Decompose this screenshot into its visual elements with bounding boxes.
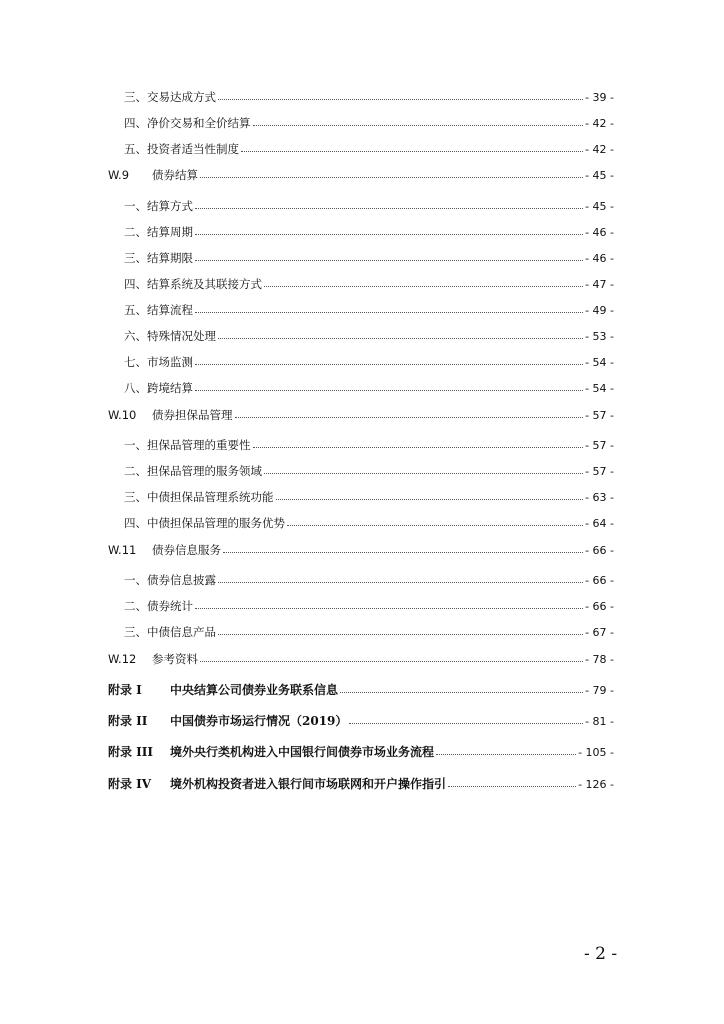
entry-number: 四、 <box>124 516 147 530</box>
entry-number: 四、 <box>124 116 147 130</box>
toc-entry[interactable] <box>124 598 614 615</box>
toc-entry[interactable] <box>124 354 614 371</box>
toc-entry[interactable] <box>124 89 614 106</box>
entry-page: - 47 - <box>585 278 614 291</box>
dot-leader <box>253 115 584 126</box>
entry-number: W.12 <box>108 652 137 666</box>
toc-entry[interactable] <box>124 198 614 215</box>
entry-page: - 81 - <box>585 715 614 728</box>
toc-entry[interactable] <box>124 572 614 589</box>
entry-page: - 46 - <box>585 252 614 265</box>
entry-number: 三、 <box>124 251 147 265</box>
entry-page: - 66 - <box>585 574 614 587</box>
entry-page: - 79 - <box>585 684 614 697</box>
entry-title: 债券信息服务 <box>152 543 221 557</box>
entry-page: - 78 - <box>585 653 614 666</box>
toc-entry[interactable] <box>124 515 614 532</box>
entry-page: - 42 - <box>585 117 614 130</box>
entry-title: 担保品管理的服务领域 <box>147 464 262 478</box>
dot-leader <box>235 407 584 418</box>
entry-number: W.11 <box>108 543 137 557</box>
entry-number: 六、 <box>124 329 147 343</box>
dot-leader <box>195 380 583 391</box>
entry-title: 结算方式 <box>147 199 193 213</box>
entry-page: - 126 - <box>578 778 614 791</box>
toc-entry[interactable] <box>124 328 614 345</box>
entry-number: 二、 <box>124 464 147 478</box>
entry-page: - 66 - <box>585 544 614 557</box>
toc-appendix-entry[interactable] <box>108 713 614 730</box>
dot-leader <box>253 437 584 448</box>
dot-leader <box>287 515 583 526</box>
toc-entry[interactable] <box>124 224 614 241</box>
dot-leader <box>436 744 576 755</box>
entry-number: 五、 <box>124 303 147 317</box>
entry-number: 三、 <box>124 490 147 504</box>
entry-title: 市场监测 <box>147 355 193 369</box>
entry-page: - 53 - <box>585 330 614 343</box>
entry-title: 跨境结算 <box>147 381 193 395</box>
entry-number: 三、 <box>124 90 147 104</box>
dot-leader <box>448 776 576 787</box>
entry-number: 一、 <box>124 573 147 587</box>
toc-entry[interactable] <box>124 302 614 319</box>
dot-leader <box>200 167 583 178</box>
entry-title: 投资者适当性制度 <box>147 142 239 156</box>
entry-number: 三、 <box>124 625 147 639</box>
entry-page: - 64 - <box>585 517 614 530</box>
entry-number: 七、 <box>124 355 147 369</box>
entry-page: - 49 - <box>585 304 614 317</box>
dot-leader <box>195 224 583 235</box>
dot-leader <box>340 682 583 693</box>
entry-number: 一、 <box>124 438 147 452</box>
dot-leader <box>264 463 583 474</box>
entry-title: 中央结算公司债券业务联系信息 <box>170 683 339 697</box>
dot-leader <box>195 250 583 261</box>
page-number: - 2 - <box>584 944 618 964</box>
toc-appendix-entry[interactable] <box>108 744 614 761</box>
toc-section-entry[interactable] <box>108 167 614 184</box>
toc-entry[interactable] <box>124 115 614 132</box>
entry-number: 五、 <box>124 142 147 156</box>
toc-appendix-entry[interactable] <box>108 682 614 699</box>
entry-page: - 45 - <box>585 200 614 213</box>
toc-section-entry[interactable] <box>108 651 614 668</box>
dot-leader <box>264 276 583 287</box>
entry-page: - 57 - <box>585 409 614 422</box>
entry-number: W.9 <box>108 168 130 182</box>
entry-number: 四、 <box>124 277 147 291</box>
dot-leader <box>218 89 583 100</box>
entry-page: - 63 - <box>585 491 614 504</box>
entry-number: 八、 <box>124 381 147 395</box>
entry-title: 中债担保品管理的服务优势 <box>147 516 285 530</box>
entry-page: - 42 - <box>585 143 614 156</box>
entry-title: 参考资料 <box>152 652 198 666</box>
entry-title: 结算周期 <box>147 225 193 239</box>
toc-entry[interactable] <box>124 437 614 454</box>
entry-page: - 105 - <box>578 746 614 759</box>
entry-page: - 45 - <box>585 169 614 182</box>
dot-leader <box>223 542 583 553</box>
entry-number: 附录 II <box>108 714 148 728</box>
entry-title: 境外机构投资者进入银行间市场联网和开户操作指引 <box>170 777 447 791</box>
entry-number: 一、 <box>124 199 147 213</box>
entry-title: 境外央行类机构进入中国银行间债券市场业务流程 <box>170 745 435 759</box>
dot-leader <box>195 302 583 313</box>
entry-title: 结算流程 <box>147 303 193 317</box>
dot-leader <box>195 354 583 365</box>
entry-title: 债券担保品管理 <box>152 408 233 422</box>
dot-leader <box>241 141 583 152</box>
entry-number: 二、 <box>124 599 147 613</box>
toc-entry[interactable] <box>124 141 614 158</box>
entry-title: 特殊情况处理 <box>147 329 216 343</box>
entry-title: 债券信息披露 <box>147 573 216 587</box>
toc-entry[interactable] <box>124 463 614 480</box>
entry-page: - 54 - <box>585 382 614 395</box>
entry-title: 净价交易和全价结算 <box>147 116 251 130</box>
toc-entry[interactable] <box>124 276 614 293</box>
entry-title: 债券结算 <box>152 168 198 182</box>
entry-page: - 39 - <box>585 91 614 104</box>
entry-page: - 66 - <box>585 600 614 613</box>
entry-title: 债券统计 <box>147 599 193 613</box>
entry-number: W.10 <box>108 408 137 422</box>
entry-number: 附录 I <box>108 683 142 697</box>
entry-title: 中国债券市场运行情况（2019） <box>170 714 348 728</box>
toc-appendix-entry[interactable] <box>108 776 614 793</box>
entry-title: 结算期限 <box>147 251 193 265</box>
entry-title: 中债担保品管理系统功能 <box>147 490 274 504</box>
dot-leader <box>195 598 583 609</box>
entry-title: 担保品管理的重要性 <box>147 438 251 452</box>
entry-number: 附录 III <box>108 745 154 759</box>
entry-page: - 67 - <box>585 626 614 639</box>
dot-leader <box>200 651 583 662</box>
dot-leader <box>218 572 583 583</box>
entry-title: 交易达成方式 <box>147 90 216 104</box>
toc-entry[interactable] <box>124 380 614 397</box>
toc-section-entry[interactable] <box>108 407 614 424</box>
dot-leader <box>349 713 583 724</box>
dot-leader <box>195 198 583 209</box>
entry-page: - 57 - <box>585 465 614 478</box>
toc-entry[interactable] <box>124 250 614 267</box>
entry-page: - 46 - <box>585 226 614 239</box>
entry-page: - 54 - <box>585 356 614 369</box>
dot-leader <box>218 624 583 635</box>
entry-title: 结算系统及其联接方式 <box>147 277 262 291</box>
entry-title: 中债信息产品 <box>147 625 216 639</box>
dot-leader <box>276 489 584 500</box>
toc-entry[interactable] <box>124 624 614 641</box>
entry-number: 附录 IV <box>108 777 152 791</box>
entry-page: - 57 - <box>585 439 614 452</box>
toc-entry[interactable] <box>124 489 614 506</box>
dot-leader <box>218 328 583 339</box>
toc-section-entry[interactable] <box>108 542 614 559</box>
entry-number: 二、 <box>124 225 147 239</box>
